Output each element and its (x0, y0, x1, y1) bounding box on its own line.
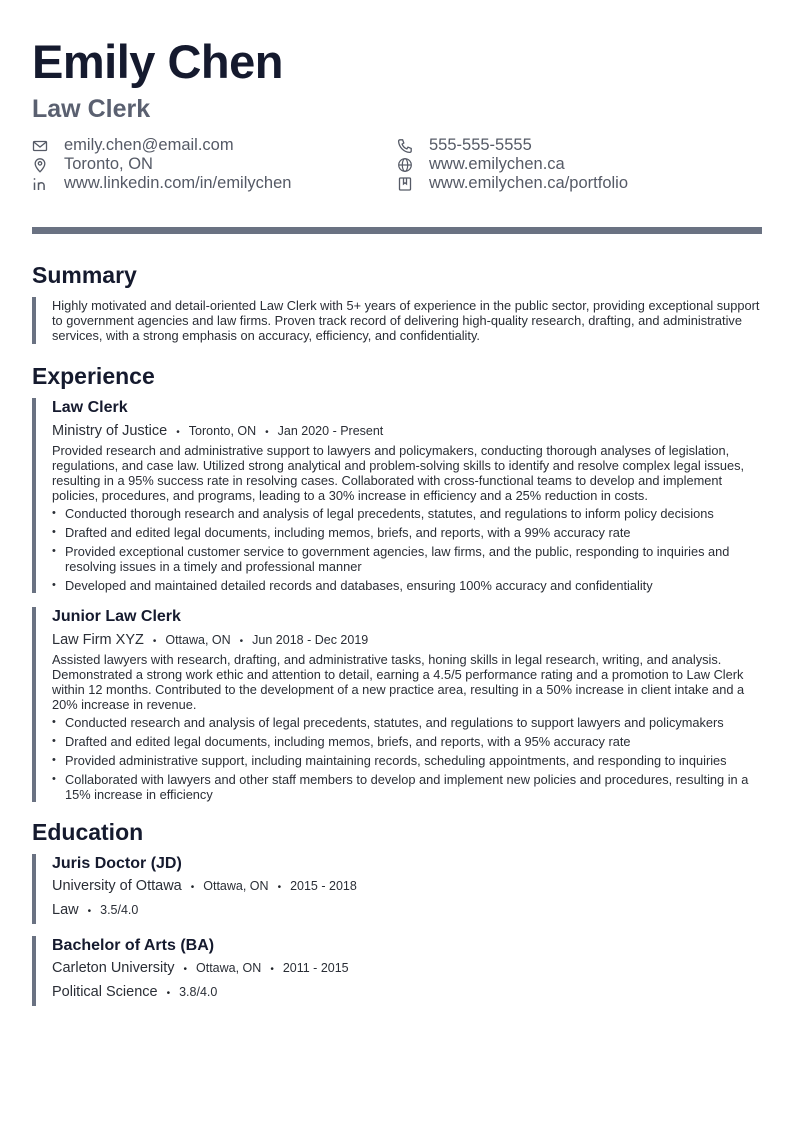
job-bullets (52, 715, 762, 802)
email-text[interactable]: emily.chen@email.com (64, 136, 234, 154)
list-item: • Provided administrative support, including maintaining records, scheduling appointments, and responding to inquiries (52, 753, 762, 768)
envelope-icon (32, 138, 48, 154)
job-title: Junior Law Clerk (52, 608, 181, 625)
summary-heading: Summary (32, 262, 137, 288)
linkedin-icon (32, 176, 48, 192)
list-item: • Provided exceptional customer service to government agencies, law firms, and the public, responding to inquiries and resolving issues in a timely and professional manner (52, 544, 762, 574)
job-meta (52, 630, 762, 652)
globe-icon (397, 157, 413, 173)
separator-dot: • (183, 964, 188, 975)
location-text: Toronto, ON (64, 155, 153, 173)
contact-info (32, 136, 762, 193)
degree-title: Bachelor of Arts (BA) (52, 937, 215, 954)
location-pin-icon (32, 157, 48, 173)
education-field-line (52, 900, 762, 922)
job-title: Law Clerk (52, 399, 128, 416)
portfolio-text[interactable]: www.emilychen.ca/portfolio (429, 174, 628, 192)
field-of-study: Political Science (52, 984, 158, 1000)
gpa: 3.8/4.0 (179, 985, 218, 999)
job-dates: Jun 2018 - Dec 2019 (252, 633, 369, 647)
job-description: Assisted lawyers with research, drafting, and administrative tasks, honing skills in legal research, writing, and analysis. Demonstrated a strong work ethic and attention to detail, earning a 4.5/5 performance rating and a promotion to Law Clerk within 12 months. Contributed to the development of a new practice area, resulting in a 50% increase in client intake and a 20% increase in revenue. (52, 652, 745, 712)
education-entry (32, 854, 762, 924)
contact-linkedin[interactable] (32, 174, 397, 193)
list-item: • Conducted research and analysis of legal precedents, statutes, and regulations to support lawyers and policymakers (52, 715, 762, 730)
phone-icon (397, 138, 413, 154)
separator-dot: • (277, 882, 282, 893)
separator-dot: • (176, 427, 180, 438)
contact-email[interactable] (32, 136, 397, 155)
education-entry (32, 936, 762, 1006)
list-item: • Conducted thorough research and analysis of legal precedents, statutes, and regulations to inform policy decisions (52, 506, 762, 521)
experience-entry (32, 398, 762, 593)
bookmark-book-icon (397, 176, 413, 192)
separator-dot: • (87, 906, 92, 917)
education-dates: 2015 - 2018 (290, 879, 357, 893)
institution-name: Carleton University (52, 960, 175, 976)
contact-portfolio[interactable] (397, 174, 762, 193)
education-heading: Education (32, 819, 144, 845)
list-item: • Collaborated with lawyers and other staff members to develop and implement new policies and procedures, resulting in a 15% increase in efficiency (52, 772, 762, 802)
institution-name: University of Ottawa (52, 878, 182, 894)
linkedin-text[interactable]: www.linkedin.com/in/emilychen (64, 174, 292, 192)
list-item: • Developed and maintained detailed records and databases, ensuring 100% accuracy and confidentiality (52, 578, 762, 593)
separator-dot: • (190, 882, 195, 893)
job-dates: Jan 2020 - Present (277, 424, 384, 438)
contact-website[interactable] (397, 155, 762, 174)
separator-dot: • (270, 964, 274, 975)
list-item: • Drafted and edited legal documents, including memos, briefs, and reports, with a 95% accuracy rate (52, 734, 762, 749)
education-dates: 2011 - 2015 (282, 961, 349, 975)
contact-location (32, 155, 397, 174)
experience-heading: Experience (32, 363, 155, 389)
job-meta (52, 421, 762, 443)
website-text[interactable]: www.emilychen.ca (429, 155, 565, 173)
separator-dot: • (239, 636, 244, 647)
education-meta (52, 876, 762, 898)
job-location: Ottawa, ON (165, 633, 231, 647)
separator-dot: • (265, 427, 269, 438)
candidate-title: Law Clerk (32, 95, 151, 123)
institution-location: Ottawa, ON (196, 961, 262, 975)
education-field-line (52, 982, 762, 1004)
phone-text[interactable]: 555-555-5555 (429, 136, 532, 154)
header-divider (32, 227, 762, 234)
summary-text: Highly motivated and detail-oriented Law Clerk with 5+ years of experience in the public sector, providing exceptional support to government agencies and law firms. Proven track record of delivering high-quality research, drafting, and administrative services, with a strong emphasis on accuracy, efficiency, and confidentiality. (32, 297, 762, 344)
experience-entry (32, 607, 762, 802)
gpa: 3.5/4.0 (100, 903, 139, 917)
resume-page (32, 36, 762, 1006)
job-bullets (52, 506, 762, 593)
separator-dot: • (166, 988, 171, 999)
candidate-name: Emily Chen (32, 35, 283, 88)
job-organization: Ministry of Justice (52, 423, 168, 439)
job-organization: Law Firm XYZ (52, 632, 144, 648)
job-description: Provided research and administrative support to lawyers and policymakers, conducting thorough analyses of legislation, regulations, and case law. Utilized strong analytical and problem-solving skills to identify and resolve complex legal issues, resulting in a 95% success rate in resolving cases. Collaborated with cross-functional teams to develop and implement policies, procedures, and programs, leading to a 30% increase in efficiency and a 25% reduction in costs. (52, 443, 745, 503)
degree-title: Juris Doctor (JD) (52, 855, 182, 872)
list-item: • Drafted and edited legal documents, including memos, briefs, and reports, with a 99% accuracy rate (52, 525, 762, 540)
education-meta (52, 958, 762, 980)
job-location: Toronto, ON (188, 424, 257, 438)
contact-phone[interactable] (397, 136, 762, 155)
separator-dot: • (152, 636, 157, 647)
field-of-study: Law (52, 902, 79, 918)
institution-location: Ottawa, ON (203, 879, 269, 893)
